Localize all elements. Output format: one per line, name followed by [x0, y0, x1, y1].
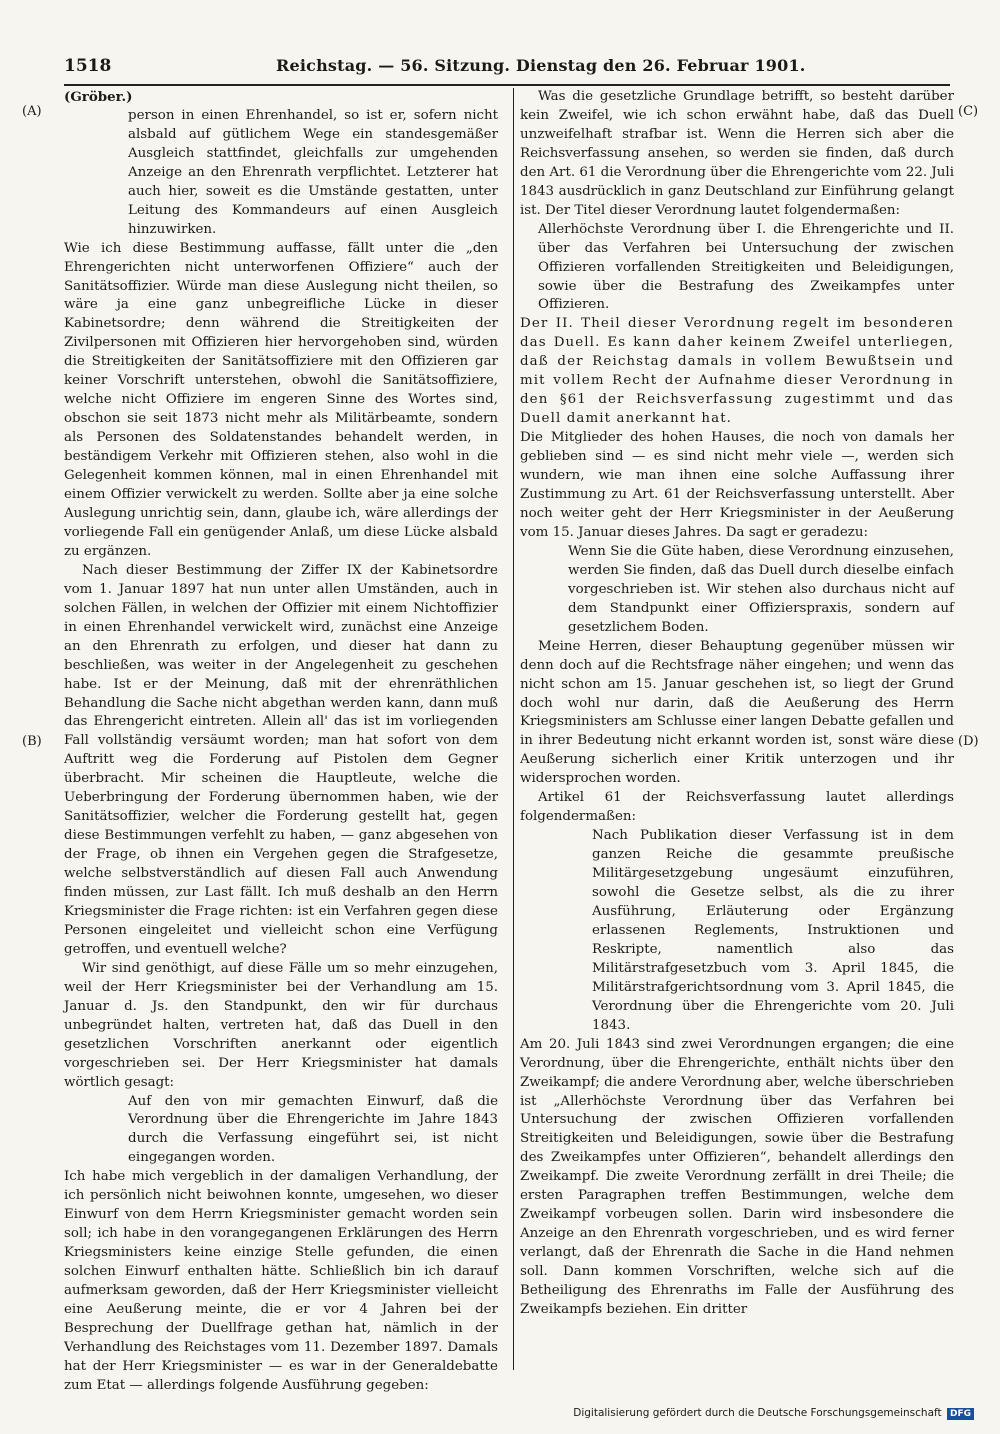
margin-letter-c: (C): [958, 104, 979, 119]
page-header: [64, 56, 950, 80]
right-column: [520, 88, 954, 1320]
quoted-paragraph: Nach Publikation dieser Verfassung ist in dem ganzen Reiche die gesammte preußische Militärgesetzgebung ungesäumt einzuführen, sowohl die Gesetze selbst, als die zu ihrer Ausführung, Erläuterung oder Ergänzung erlassenen Reglements, Instruktionen und Reskripte, namentlich also das Militärstrafgesetzbuch vom 3. April 1845, die Militärstrafgerichtsordnung vom 3. April 1845, die Verordnung über die Ehrengerichte vom 20. Juli 1843.: [592, 828, 954, 1033]
quoted-paragraph: person in einen Ehrenhandel, so ist er, sofern nicht alsbald auf gütlichem Wege ein standesgemäßer Ausgleich stattfindet, gleichfalls zur umgehenden Anzeige an den Ehrenrath verpflichtet. Letzterer hat auch hier, soweit es die Umstände gestatten, unter Leitung des Kommandeurs auf einen Ausgleich hinzuwirken.: [128, 107, 498, 237]
column-divider: [513, 88, 514, 1370]
body-paragraph: Was die gesetzliche Grundlage betrifft, so besteht darüber kein Zweifel, wie ich schon erwähnt habe, daß das Duell unzweifelhaft strafbar ist. Wenn die Herren sich aber die Reichsverfassung ansehen, so werden sie finden, daß durch den Art. 61 die Verordnung über die Ehrengerichte vom 22. Juli 1843 ausdrücklich in ganz Deutschland zur Einführung gelangt ist. Der Titel dieser Verordnung lautet folgendermaßen:: [520, 89, 954, 218]
footer-text: Digitalisierung gefördert durch die Deutsche Forschungsgemeinschaft: [573, 1407, 942, 1419]
body-paragraph: Artikel 61 der Reichsverfassung lautet allerdings folgendermaßen:: [520, 790, 954, 825]
body-paragraph: Die Mitglieder des hohen Hauses, die noch von damals her geblieben sind — es sind nicht mehr viele —, werden sich wundern, wie man ihnen eine solche Auffassung ihrer Zustimmung zu Art. 61 der Reichsverfassung unterstellt. Aber noch weiter geht der Herr Kriegsminister in der Aeußerung vom 15. Januar dieses Jahres. Da sagt er geradezu:: [520, 430, 954, 540]
dfg-logo: DFG: [947, 1408, 974, 1420]
quoted-paragraph: Wenn Sie die Güte haben, diese Verordnung einzusehen, werden Sie finden, daß das Duell durch dieselbe einfach vorgeschrieben ist. Wir stehen also durchaus nicht auf dem Standpunkt einer Offizierspraxis, sondern auf gesetzlichem Boden.: [568, 543, 954, 635]
left-column: [64, 88, 498, 1396]
speaker-name: (Gröber.): [64, 89, 133, 105]
quoted-paragraph: Allerhöchste Verordnung über I. die Ehrengerichte und II. über das Verfahren bei Untersuchung der zwischen Offizieren vorfallenden Streitigkeiten und Beleidigungen, sowie über die Bestrafung des Zweikampfes unter Offizieren.: [538, 221, 954, 313]
margin-letter-d: (D): [958, 734, 979, 749]
quoted-paragraph: Auf den von mir gemachten Einwurf, daß die Verordnung über die Ehrengerichte im Jahre 1843 durch die Verfassung eingeführt sei, ist nicht eingegangen worden.: [128, 1093, 498, 1166]
body-paragraph: Wir sind genöthigt, auf diese Fälle um so mehr einzugehen, weil der Herr Kriegsminister bei der Verhandlung am 15. Januar d. Js. den Standpunkt, den wir für durchaus unbegründet halten, vertreten hat, daß das Duell in den gesetzlichen Vorschriften anerkannt oder eigentlich vorgeschrieben sei. Der Herr Kriegsminister hat damals wörtlich gesagt:: [64, 960, 498, 1090]
body-paragraph: Wie ich diese Bestimmung auffasse, fällt unter die „den Ehrengerichten nicht unterworfenen Offiziere“ auch der Sanitätsoffizier. Würde man diese Auslegung nicht theilen, so wäre ja eine ganz unbegreifliche Lücke in dieser Kabinetsordre; denn während die Streitigkeiten der Zivilpersonen mit Offizieren hier hervorgehoben sind, würden die Streitigkeiten der Sanitätsoffiziere mit den Offizieren gar keiner Vorschrift unterstehen, obwohl die Sanitätsoffiziere, welche nicht Offiziere im engeren Sinne des Wortes sind, obschon sie seit 1873 nicht mehr als Militärbeamte, sondern als Personen des Soldatenstandes behandelt werden, in beständigem Verkehr mit Offizieren stehen, also wohl in die Gelegenheit kommen können, mal in einen Ehrenhandel mit einem Offizier verwickelt zu werden. Sollte aber ja eine solche Auslegung unrichtig sein, dann, glaube ich, wäre allerdings der vorliegende Fall ein genügender Anlaß, um diese Lücke alsbald zu ergänzen.: [64, 240, 498, 559]
body-paragraph: Nach dieser Bestimmung der Ziffer IX der Kabinetsordre vom 1. Januar 1897 hat nun unter allen Umständen, auch in solchen Fällen, in welchen der Offizier mit einem Nichtoffizier in einen Ehrenhandel verwickelt wird, zunächst eine Anzeige an den Ehrenrath zu erfolgen, und dieser hat dann zu beschließen, was weiter in der Angelegenheit zu geschehen habe. Ist er der Meinung, daß mit der ehrenräthlichen Behandlung die Sache nicht abgethan werden kann, dann muß das Ehrengericht eintreten. Allein all' das ist im vorliegenden Fall vollständig versäumt worden; man hat sofort von dem Auftritt weg die Forderung auf Pistolen dem Gegner überbracht. Mir scheinen die Hauptleute, welche die Ueberbringung der Forderung übernommen haben, wie der Sanitätsoffizier, welcher die Forderung gestellt hat, gegen diese Bestimmungen verfehlt zu haben, — ganz abgesehen von der Frage, ob ihnen ein Vergehen gegen die Strafgesetze, welche selbstverständlich auf diesen Fall auch Anwendung finden müssen, zur Last fällt. Ich muß deshalb an den Herrn Kriegsminister die Frage richten: ist ein Verfahren gegen diese Personen eingeleitet und vielleicht schon eine Verfügung getroffen, und eventuell welche?: [64, 562, 498, 957]
page-number: 1518: [64, 56, 112, 76]
margin-letter-a: (A): [22, 104, 42, 119]
margin-letter-b: (B): [22, 734, 42, 749]
body-paragraph: Ich habe mich vergeblich in der damaligen Verhandlung, der ich persönlich nicht beiwohnen konnte, umgesehen, wo dieser Einwurf von dem Herrn Kriegsminister gemacht worden sein soll; ich habe in den vorangegangenen Erklärungen des Herrn Kriegsministers keine einzige Stelle gefunden, die einen solchen Einwurf enthalten hätte. Schließlich bin ich darauf aufmerksam geworden, daß der Herr Kriegsminister vielleicht eine Aeußerung meinte, die er vor 4 Jahren bei der Besprechung der Duellfrage gethan hat, nämlich in der Verhandlung des Reichstages vom 11. Dezember 1897. Damals hat der Herr Kriegsminister — es war in der Generaldebatte zum Etat — allerdings folgende Ausführung gegeben:: [64, 1169, 498, 1393]
header-rule: [64, 84, 950, 86]
body-paragraph: Der II. Theil dieser Verordnung regelt im besonderen das Duell. Es kann daher keinem Zweifel unterliegen, daß der Reichstag damals in vollem Bewußtsein und mit vollem Recht der Aufnahme dieser Verordnung in den §61 der Reichsverfassung zugestimmt und das Duell damit anerkannt hat.: [520, 316, 954, 427]
running-title: Reichstag. — 56. Sitzung. Dienstag den 26. Februar 1901.: [276, 56, 806, 75]
funding-footer: [573, 1407, 974, 1420]
body-paragraph: Am 20. Juli 1843 sind zwei Verordnungen ergangen; die eine Verordnung, über die Ehrengerichte, enthält nichts über den Zweikampf; die andere Verordnung aber, welche überschrieben ist „Allerhöchste Verordnung über das Verfahren bei Untersuchung der zwischen Offizieren vorfallenden Streitigkeiten und Beleidigungen, sowie über die Bestrafung des Zweikampfes unter Offizieren“, behandelt allerdings den Zweikampf. Die zweite Verordnung zerfällt in drei Theile; die ersten Paragraphen treffen Bestimmungen, welche dem Zweikampf vorbeugen sollen. Darin wird insbesondere die Anzeige an den Ehrenrath vorgeschrieben, und es wird ferner verlangt, daß der Ehrenrath die Sache in die Hand nehmen soll. Dann kommen Vorschriften, welche sich auf die Betheiligung des Ehrenraths im Falle der Ausführung des Zweikampfs beziehen. Ein dritter: [520, 1036, 954, 1317]
body-paragraph: Meine Herren, dieser Behauptung gegenüber müssen wir denn doch auf die Rechtsfrage näher eingehen; und wenn das nicht schon am 15. Januar geschehen ist, so liegt der Grund doch wohl nur darin, daß die Aeußerung des Herrn Kriegsministers am Schlusse einer langen Debatte gefallen und in ihrer Bedeutung nicht erkannt worden ist, sonst wäre diese Aeußerung sicherlich einer Kritik unterzogen und ihr widersprochen worden.: [520, 638, 954, 787]
